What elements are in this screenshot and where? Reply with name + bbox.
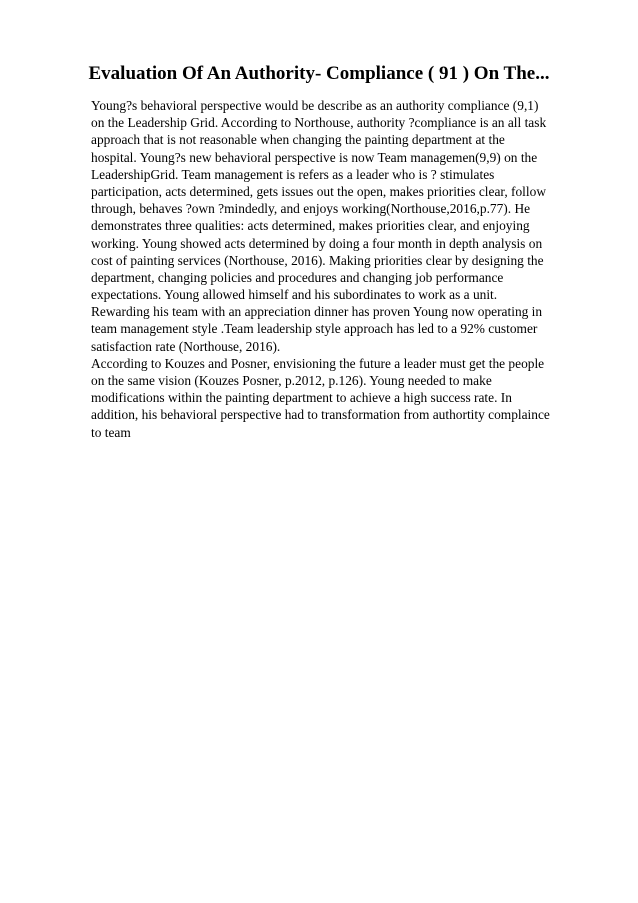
- body-line: on the same vision (Kouzes Posner, p.2012, p.126). Young needed to make: [91, 373, 492, 388]
- body-line: satisfaction rate (Northouse, 2016).: [91, 338, 281, 354]
- body-line: hospital. Young?s new behavioral perspective is now Team managemen(9,9) on the: [91, 149, 538, 165]
- body-line: demonstrates three qualities: acts determined, makes priorities clear, and enjoying: [91, 218, 530, 234]
- body-line: modifications within the painting department to achieve a high success rate. In: [91, 390, 512, 406]
- body-line: through, behaves ?own ?mindedly, and enjoys working(Northouse,2016,p.77). He: [91, 201, 531, 217]
- document-body: [91, 97, 611, 441]
- body-line: Young?s behavioral perspective would be describe as an authority compliance (9,1): [91, 98, 539, 113]
- body-line: approach that is not reasonable when changing the painting department at the: [91, 132, 505, 148]
- body-line: to team: [91, 424, 131, 440]
- body-line: Rewarding his team with an appreciation dinner has proven Young now operating in: [91, 304, 543, 320]
- body-line: According to Kouzes and Posner, envisioning the future a leader must get the people: [91, 355, 545, 371]
- body-line: LeadershipGrid. Team management is refers as a leader who is ? stimulates: [91, 166, 495, 182]
- body-line: cost of painting services (Northouse, 2016). Making priorities clear by designing the: [91, 252, 544, 268]
- document-title: Evaluation Of An Authority- Compliance ( 91 ) On The...: [88, 63, 550, 84]
- body-line: expectations. Young allowed himself and his subordinates to work as a unit.: [91, 287, 498, 303]
- body-line: working. Young showed acts determined by doing a four month in depth analysis on: [91, 235, 543, 251]
- body-line: department, changing policies and procedures and changing job performance: [91, 269, 504, 285]
- body-line: team management style .Team leadership style approach has led to a 92% customer: [91, 321, 538, 337]
- body-line: on the Leadership Grid. According to Northouse, authority ?compliance is an all task: [91, 115, 547, 131]
- body-line: participation, acts determined, gets issues out the open, makes priorities clear, follow: [91, 183, 546, 199]
- body-line: addition, his behavioral perspective had to transformation from authortity complaince: [91, 407, 550, 423]
